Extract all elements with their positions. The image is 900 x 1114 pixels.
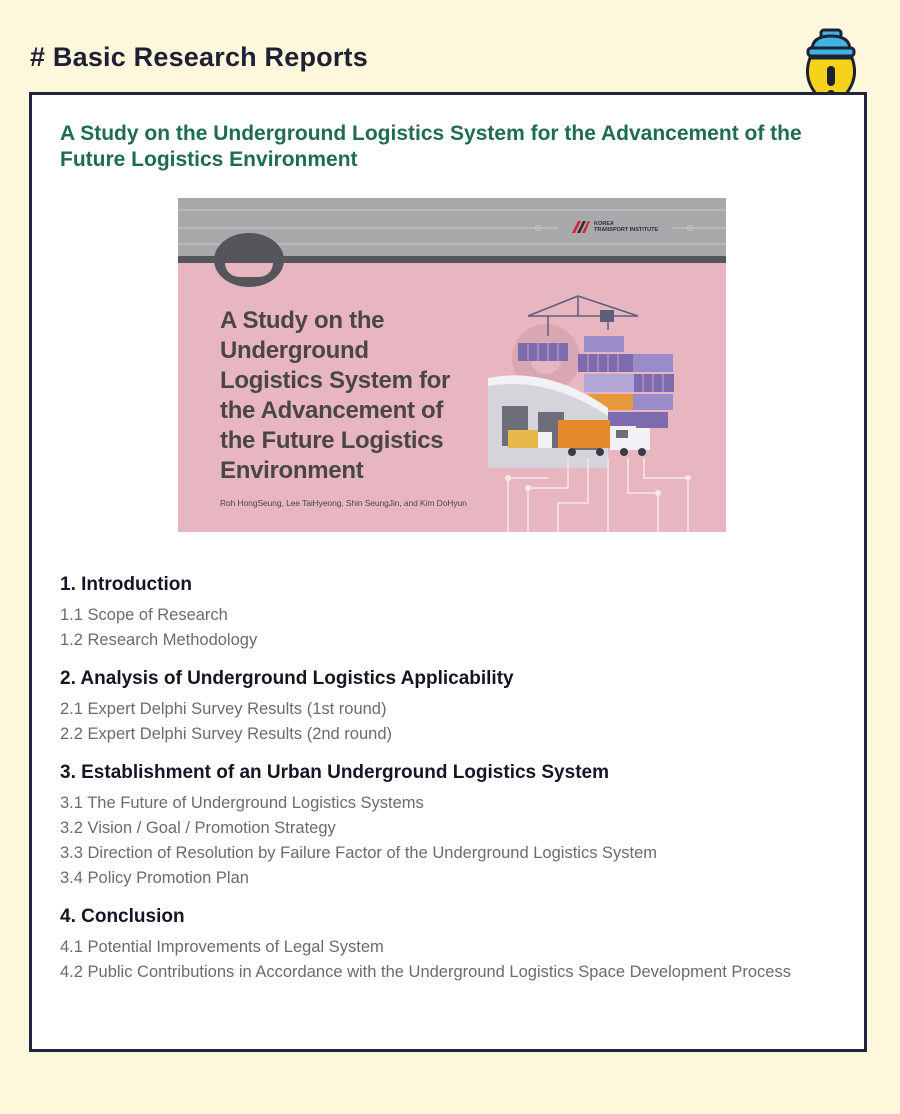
toc-heading: 1. Introduction [60, 574, 192, 595]
report-card [29, 92, 867, 1052]
toc-heading: 3. Establishment of an Urban Underground Logistics System [60, 762, 609, 783]
toc-section [60, 573, 860, 653]
cover-title-line: Underground [220, 337, 369, 364]
cover-title-line: Logistics System for [220, 367, 451, 394]
publisher-logo [570, 220, 676, 234]
kti-logo-icon [570, 220, 590, 234]
toc-heading: 4. Conclusion [60, 906, 185, 927]
toc-item: 3.2 Vision / Goal / Promotion Strategy [60, 819, 336, 837]
toc-item: 2.1 Expert Delphi Survey Results (1st round) [60, 700, 387, 718]
publisher-line2: TRANSPORT INSTITUTE [594, 227, 659, 233]
cover-decorative-circle [214, 233, 284, 287]
publisher-line1: KOREA [594, 221, 614, 227]
toc-item: 3.4 Policy Promotion Plan [60, 869, 249, 887]
cover-title-line: Environment [220, 457, 364, 484]
logistics-illustration [488, 288, 726, 532]
page-heading: # Basic Research Reports [30, 42, 368, 72]
report-title[interactable]: A Study on the Underground Logistics System for the Advancement of the Future Logistics Environment [60, 122, 802, 171]
cover-title-line: the Future Logistics [220, 427, 444, 454]
toc-section [60, 667, 860, 747]
toc-item: 3.3 Direction of Resolution by Failure Factor of the Underground Logistics System [60, 844, 658, 862]
toc-item: 4.2 Public Contributions in Accordance with the Underground Logistics Space Development Process [60, 963, 791, 981]
toc-item: 2.2 Expert Delphi Survey Results (2nd round) [60, 725, 392, 743]
toc-item: 4.1 Potential Improvements of Legal System [60, 938, 384, 956]
toc-item: 1.2 Research Methodology [60, 631, 258, 649]
cover-title-line: the Advancement of [220, 397, 444, 424]
cover-title [220, 306, 490, 486]
cover-authors: Roh HongSeung, Lee TaiHyeong, Shin SeungJin, and Kim DoHyun [220, 498, 467, 508]
cover-title-line: A Study on the [220, 307, 385, 334]
toc-item: 1.1 Scope of Research [60, 606, 228, 624]
report-cover-image [178, 198, 726, 532]
toc-section [60, 905, 860, 985]
toc-item: 3.1 The Future of Underground Logistics Systems [60, 794, 424, 812]
toc-heading: 2. Analysis of Underground Logistics Applicability [60, 668, 514, 689]
table-of-contents [60, 573, 860, 999]
toc-section [60, 761, 860, 891]
